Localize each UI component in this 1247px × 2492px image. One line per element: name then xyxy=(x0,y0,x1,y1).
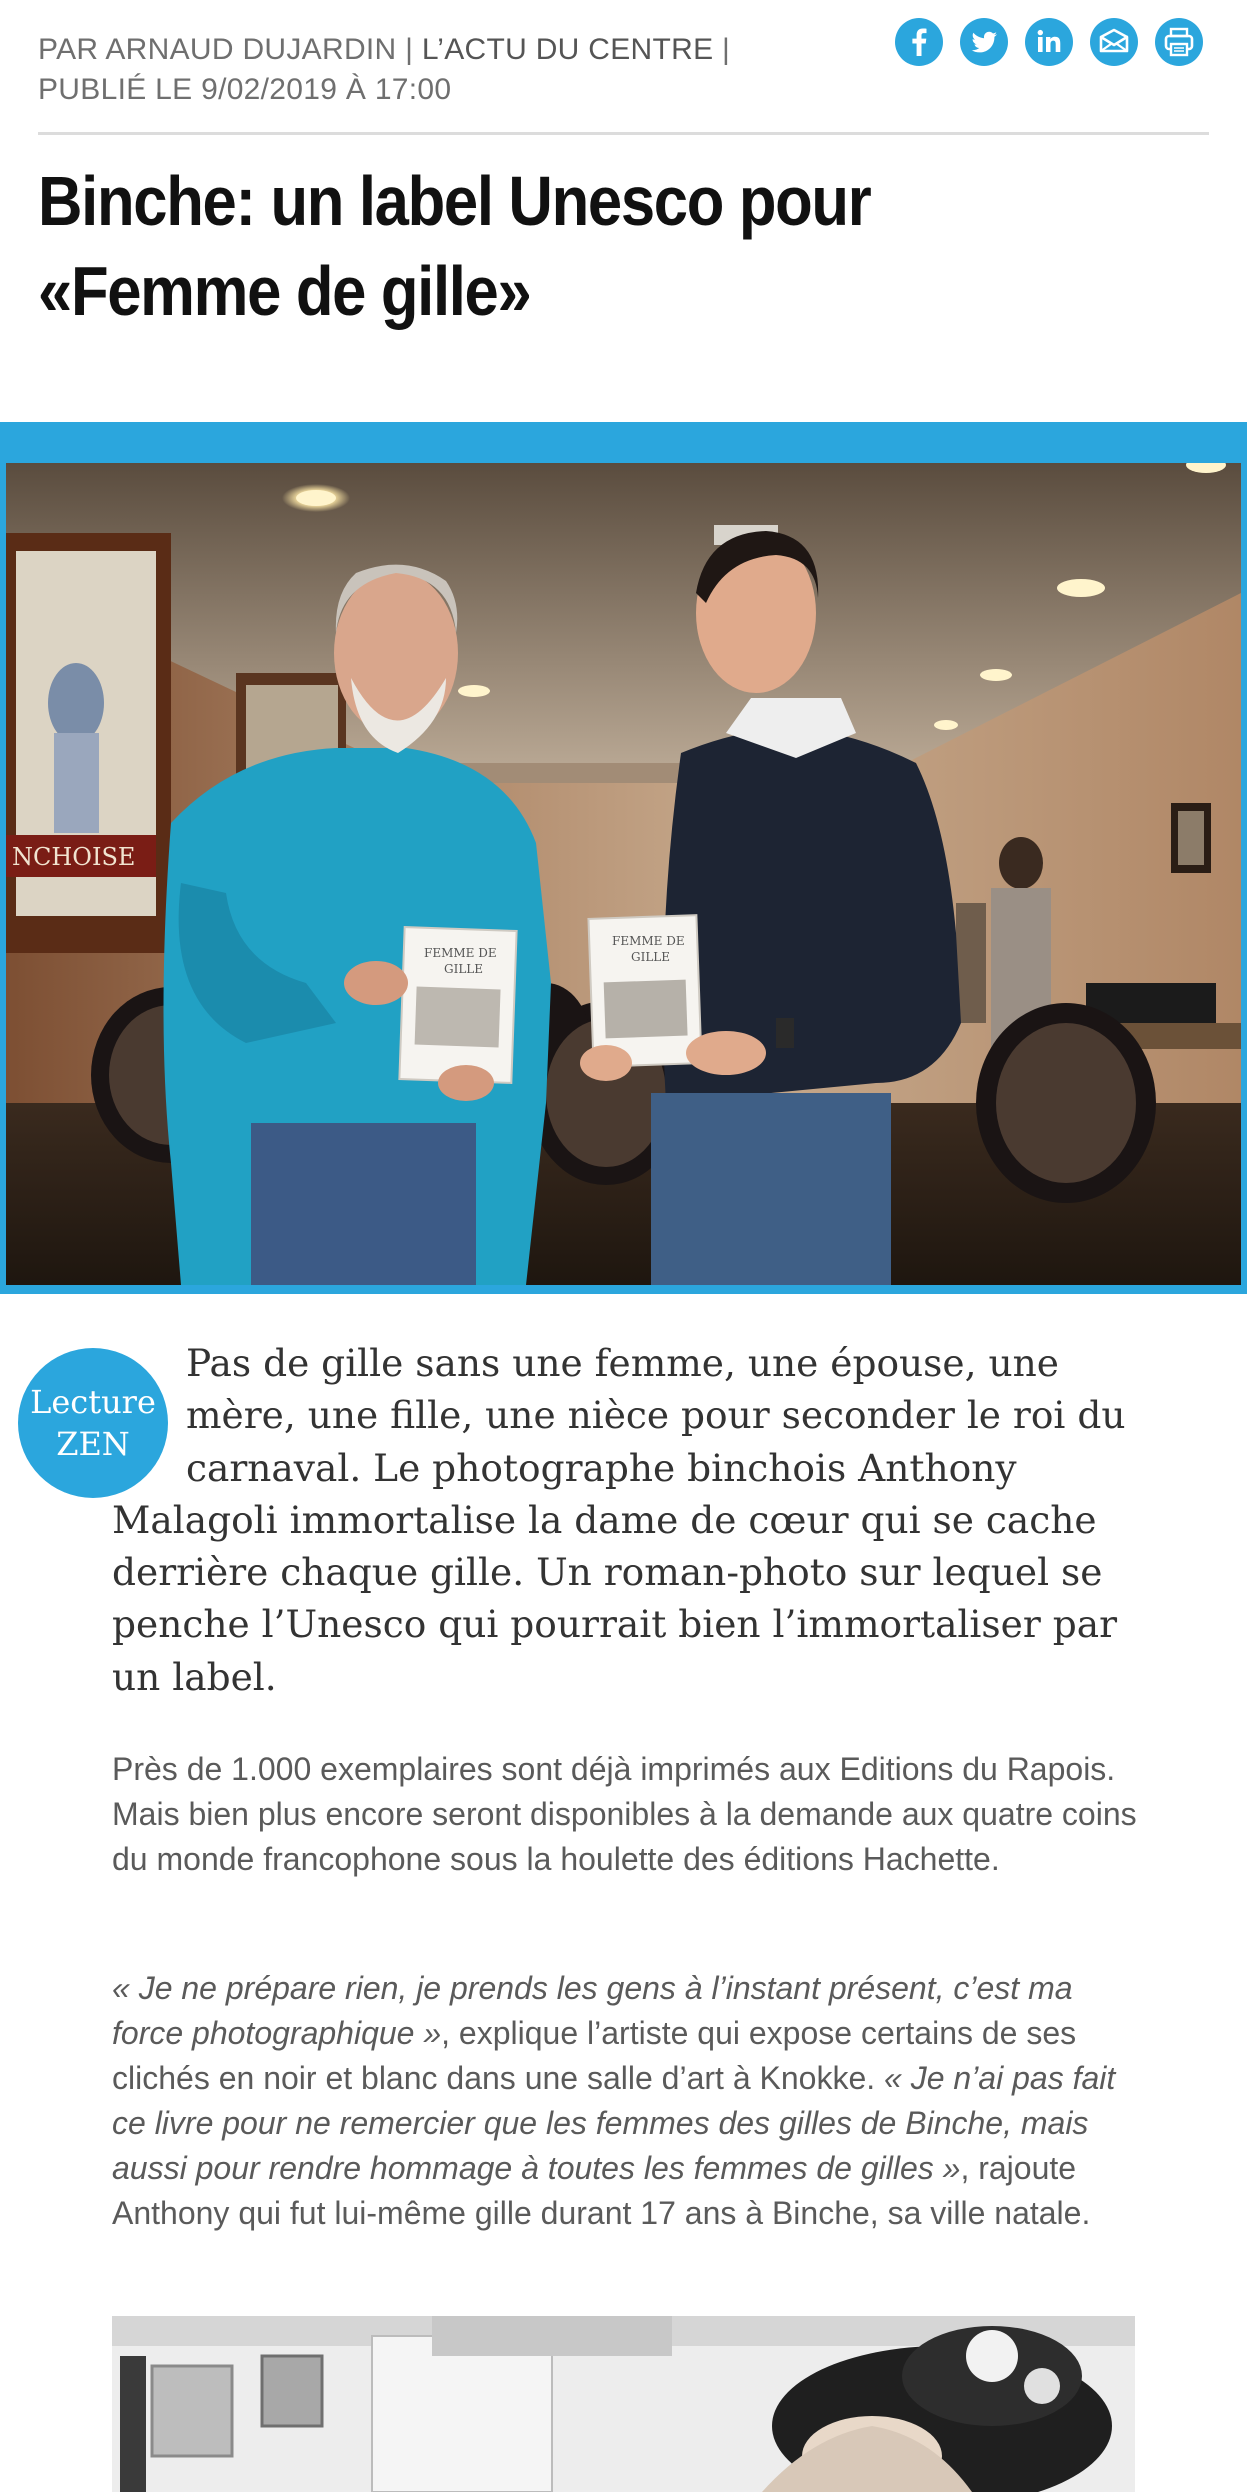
paragraph-2-text-1: , explique l’artiste qui expose certains de ses clichés en noir et blanc dans une salle d’art à Knokke. xyxy=(112,2015,1077,2096)
share-bar xyxy=(895,18,1203,66)
section-link[interactable]: L’ACTU DU CENTRE xyxy=(421,33,714,66)
photo-illustration xyxy=(6,463,1241,1285)
article-photo-2[interactable] xyxy=(112,2316,1135,2492)
paragraph-2-text-2: , rajoute Anthony qui fut lui-même gille durant 17 ans à Binche, sa ville natale. xyxy=(112,2150,1091,2231)
header-divider xyxy=(38,132,1209,135)
quote-1: « Je ne prépare rien, je prends les gens à l’instant présent, c’est ma force photographique » xyxy=(112,1970,1073,2051)
author-line xyxy=(38,30,838,70)
title-line-2: «Femme de gille» xyxy=(38,252,531,330)
article-paragraph-2 xyxy=(112,1966,1142,2236)
book-right xyxy=(588,915,701,1067)
book-right-title-1: FEMME DE xyxy=(612,934,685,948)
book-left-title-2: GILLE xyxy=(444,962,484,976)
quote-2: « Je n’ai pas fait ce livre pour ne remercier que les femmes des gilles de Binche, mais aussi pour rendre hommage à toutes les femmes de gilles » xyxy=(112,2060,1116,2186)
photo-2-illustration xyxy=(112,2316,1135,2492)
linkedin-icon[interactable] xyxy=(1025,18,1073,66)
facebook-icon[interactable] xyxy=(895,18,943,66)
meta-separator-2: | xyxy=(722,33,731,66)
article-meta xyxy=(38,30,838,110)
mail-icon[interactable] xyxy=(1090,18,1138,66)
book-left xyxy=(399,927,516,1083)
article-lead: Pas de gille sans une femme, une épouse, une mère, une fille, une nièce pour seconder le roi du carnaval. Le photographe binchois Anthony Malagoli immortalise la dame de cœur qui se cache derrière chaque gille. Un roman-photo sur lequel se penche l’Unesco qui pourrait bien l’immortaliser par un label. xyxy=(112,1337,1152,1703)
article-photo[interactable] xyxy=(6,463,1241,1285)
badge-line-2: ZEN xyxy=(56,1425,130,1463)
twitter-icon[interactable] xyxy=(960,18,1008,66)
print-icon[interactable] xyxy=(1155,18,1203,66)
article-title xyxy=(38,156,1050,336)
article-paragraph-1: Près de 1.000 exemplaires sont déjà imprimés aux Editions du Rapois. Mais bien plus encore seront disponibles à la demande aux quatre coins du monde francophone sous la houlette des éditions Hachette. xyxy=(112,1751,1137,1877)
wall-sign-text: NCHOISE xyxy=(12,843,136,871)
badge-spacer xyxy=(112,1337,186,1487)
badge-line-1: Lecture xyxy=(30,1383,156,1421)
title-line-1: Binche: un label Unesco pour xyxy=(38,162,871,240)
publish-date: PUBLIÉ LE 9/02/2019 À 17:00 xyxy=(38,73,452,106)
meta-separator: | xyxy=(405,33,414,66)
book-left-title-1: FEMME DE xyxy=(424,946,497,960)
book-right-title-2: GILLE xyxy=(631,950,671,964)
author-name: PAR ARNAUD DUJARDIN xyxy=(38,33,397,66)
